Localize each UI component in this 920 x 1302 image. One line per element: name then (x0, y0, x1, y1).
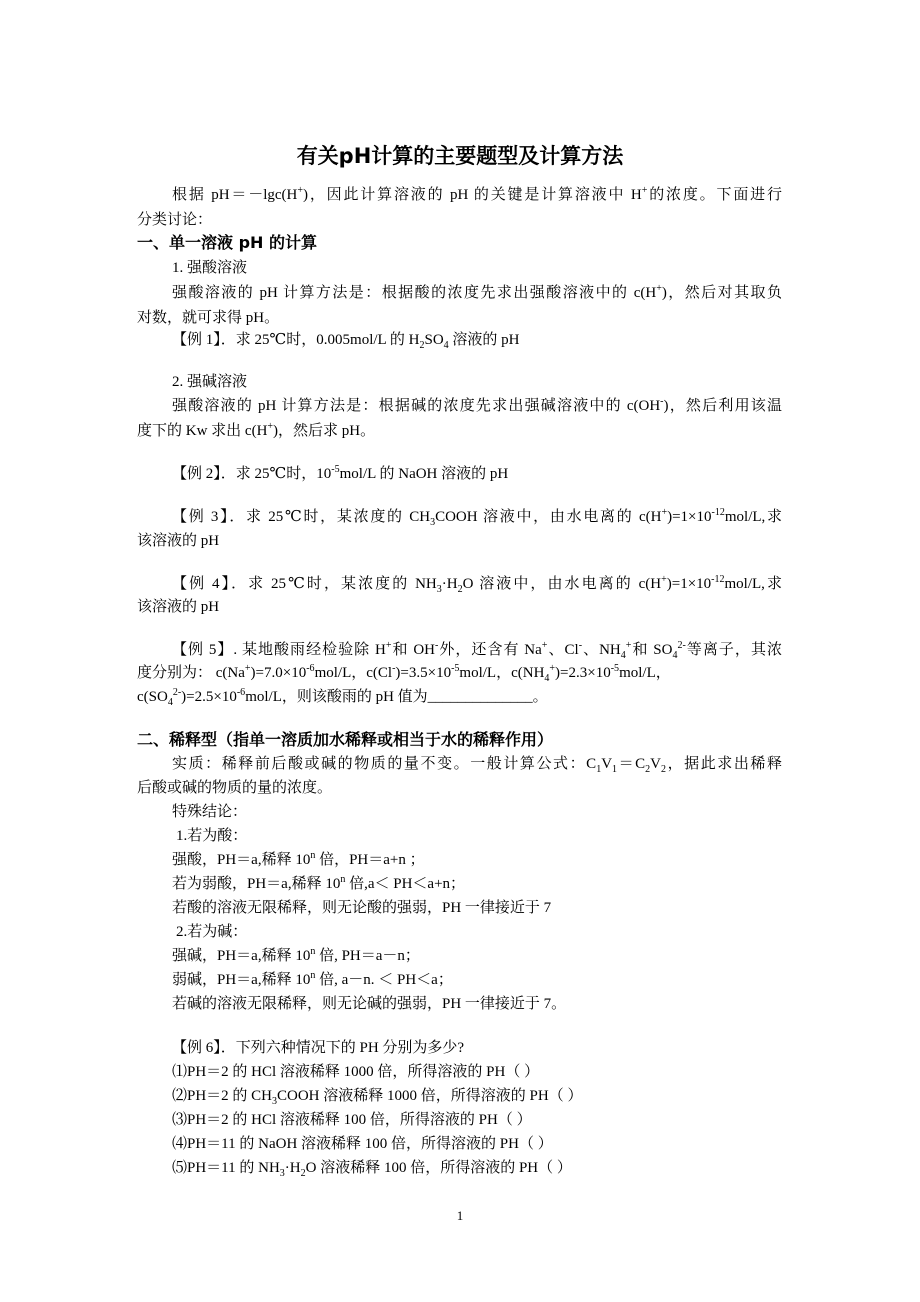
example-4: 【例 4】．求 25℃时，某浓度的 $NH_3\cdot H_2O$ 溶液中，由水电离的 $c(H^+)=1\times 10^{-12}mol/L$,求 (172, 574, 782, 595)
subscript: 1 (596, 764, 602, 775)
subscript: 4 (544, 673, 550, 684)
paragraph-line: 强酸溶液的 pH 计算方法是：根据碱的浓度先求出强碱溶液中的 c(OH-)，然后利用该温 (172, 396, 783, 414)
section-heading: 二、稀释型（指单一溶质加水稀释或相当于水的稀释作用） (137, 730, 554, 749)
intro-line: 根据 pH＝－lgc(H+)，因此计算溶液的 pH 的关键是计算溶液中 H+的浓度。下面进行 (172, 185, 782, 203)
rule-line: 若碱的溶液无限稀释，则无论碱的强弱，PH 一律接近于 7。 (172, 996, 567, 1012)
example-6-item: ⑷PH＝11 的 NaOH 溶液稀释 100 倍，所得溶液的 PH（ ） (172, 1136, 553, 1152)
section-heading: 一、单一溶液 pH 的计算 (137, 233, 317, 252)
superscript: + (549, 663, 556, 674)
subscript: 3 (279, 1168, 285, 1179)
superscript: - (660, 396, 664, 407)
superscript: -12 (711, 507, 725, 518)
subscript: 2 (419, 340, 425, 351)
subscript: 4 (672, 650, 678, 661)
subscript: 2 (300, 1168, 306, 1179)
superscript: + (541, 640, 548, 651)
rule-line: 强碱，PH＝a,稀释 10$^n$ 倍, PH＝a－n； (172, 946, 420, 964)
superscript: -6 (306, 663, 315, 674)
page-number: 1 (456, 1208, 464, 1223)
subscript: 2 (661, 764, 667, 775)
example-6-item: ⑸PH＝11 的 $NH_3\cdot H_2O$ 溶液稀释 100 倍，所得溶液的 PH（ ） (172, 1160, 572, 1179)
example-1: 【例 1】．求 25℃时，0.005mol/L 的 $H_2SO_4$ 溶液的 pH (172, 332, 520, 351)
superscript: - (434, 640, 439, 651)
superscript: -5 (610, 663, 620, 674)
example-6-item: ⑵PH＝2 的 $CH_3COOH$ 溶液稀释 1000 倍，所得溶液的 PH（ ） (172, 1088, 583, 1107)
subscript: 2 (457, 584, 463, 595)
page-title: 有关pH计算的主要题型及计算方法 (296, 144, 624, 168)
superscript: -5 (451, 663, 460, 674)
example-2: 【例 2】．求 25℃时，$10^{-5}mol/L$ 的 NaOH 溶液的 pH (172, 464, 509, 482)
superscript: + (661, 574, 667, 585)
subheading: 2. 强碱溶液 (172, 374, 248, 390)
rule-line: 若为弱酸，PH＝a,稀释 10$^n$ 倍,a＜ PH＜a+n； (172, 874, 466, 892)
subscript: 4 (620, 650, 626, 661)
superscript: - (392, 663, 396, 674)
superscript: -5 (331, 464, 340, 475)
rule-line: 若酸的溶液无限稀释，则无论酸的强弱，PH 一律接近于 7 (172, 900, 552, 916)
superscript: n (310, 850, 316, 861)
example-3: 【例 3】．求 25℃时，某浓度的 $CH_3COOH$ 溶液中，由水电离的 $c(H^+)=1\times 10^{-12}mol/L$,求 (172, 507, 782, 528)
superscript: + (625, 640, 632, 651)
subheading: 1. 强酸溶液 (172, 260, 248, 276)
paragraph-line: 强酸溶液的 pH 计算方法是：根据酸的浓度先求出强酸溶液中的 c(H+)，然后对其取负 (172, 283, 782, 301)
superscript: 2- (172, 687, 182, 698)
paragraph-line: 度下的 Kw 求出 c(H+)，然后求 pH。 (137, 421, 376, 439)
paragraph-line: 对数，就可求得 pH。 (137, 310, 280, 326)
intro-line: 分类讨论： (137, 212, 213, 228)
example-3: 该溶液的 pH (137, 533, 220, 549)
subscript: 1 (612, 764, 618, 775)
superscript: + (385, 640, 392, 651)
example-5: 度分别为： $c(Na^+)=7.0\times 10^{-6}mol/L$，$c(Cl^-)=3.5\times 10^{-5}mol/L$，$c(NH_4^+)=2.3\times 10^{-5}mol/L$， (137, 663, 671, 684)
superscript: -6 (236, 687, 246, 698)
subscript: 4 (443, 340, 449, 351)
superscript: + (656, 283, 662, 294)
example-4: 该溶液的 pH (137, 599, 220, 615)
superscript: n (310, 970, 316, 981)
subheading: 1.若为酸： (176, 828, 248, 844)
example-6-item: ⑶PH＝2 的 HCl 溶液稀释 100 倍，所得溶液的 PH（ ） (172, 1112, 532, 1128)
superscript: + (661, 507, 668, 518)
superscript: + (641, 185, 648, 196)
superscript: 2- (677, 640, 686, 651)
superscript: n (340, 874, 346, 885)
superscript: + (297, 185, 303, 196)
paragraph-line: 实质：稀释前后酸或碱的物质的量不变。一般计算公式：$C_1V_1=C_2V_2$，据此求出稀释 (172, 756, 782, 775)
example-5: $c(SO_4^{2-})=2.5\times 10^{-6}mol/L$，则该酸雨的 pH 值为______________。 (137, 687, 548, 708)
superscript: -12 (711, 574, 725, 585)
rule-line: 强酸，PH＝a,稀释 10$^n$ 倍，PH＝a+n ； (172, 850, 425, 868)
subscript: 3 (272, 1096, 278, 1107)
example-6-item: ⑴PH＝2 的 HCl 溶液稀释 1000 倍，所得溶液的 PH（ ） (172, 1064, 540, 1080)
subscript: 4 (167, 697, 173, 708)
subheading: 2.若为碱： (176, 924, 248, 940)
rule-line: 弱碱，PH＝a,稀释 10$^n$ 倍, a－n. ＜ PH＜a； (172, 970, 453, 988)
subscript: 3 (436, 584, 442, 595)
superscript: - (578, 640, 583, 651)
special-label: 特殊结论： (172, 804, 248, 820)
superscript: + (244, 663, 251, 674)
superscript: + (267, 421, 274, 432)
subscript: 2 (645, 764, 651, 775)
subscript: 3 (430, 517, 436, 528)
paragraph-line: 后酸或碱的物质的量的浓度。 (137, 780, 333, 796)
example-6: 【例 6】．下列六种情况下的 PH 分别为多少? (172, 1040, 465, 1056)
example-5: 【例 5】. 某地酸雨经检验除 H+和 OH-外，还含有 Na+、Cl-、$NH_4^+$和 $SO_4^{2-}$等离子，其浓 (172, 640, 782, 661)
superscript: n (310, 946, 316, 957)
